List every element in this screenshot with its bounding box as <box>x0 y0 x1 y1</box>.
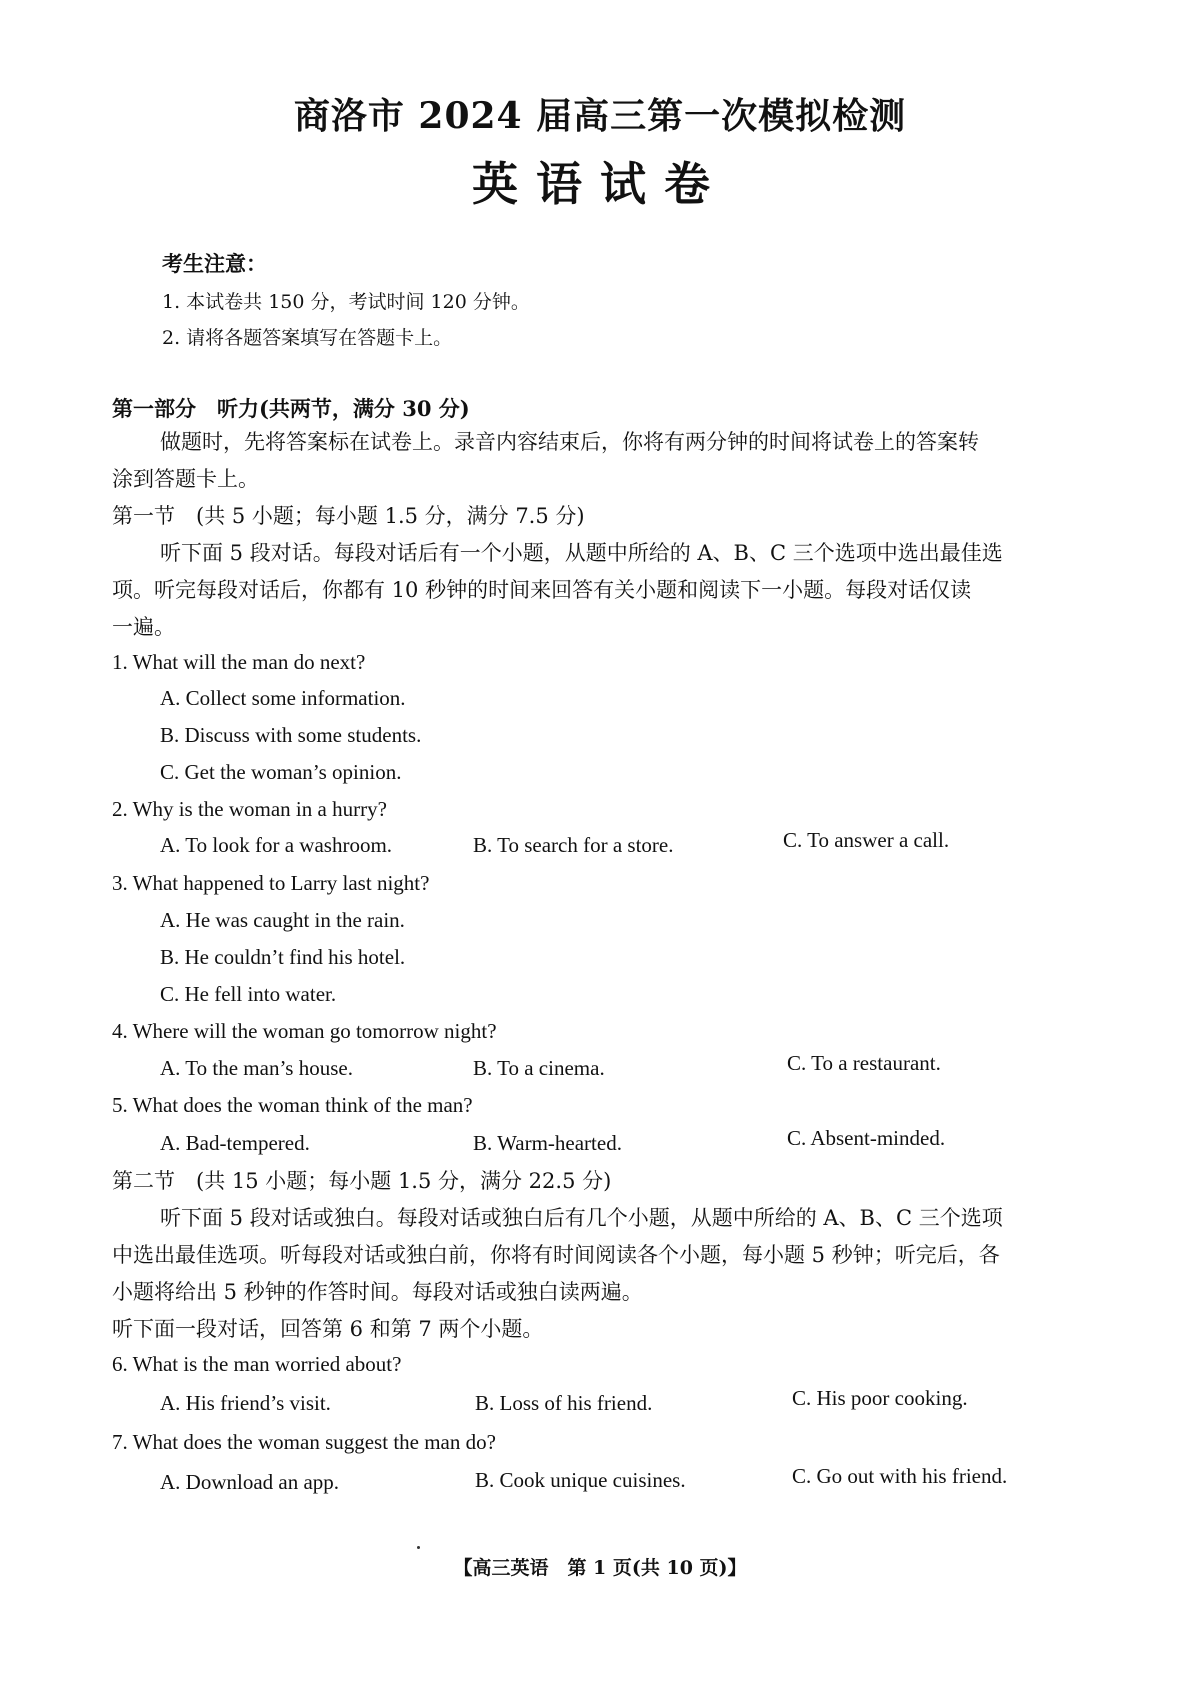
answer-option: B. He couldn’t find his hotel. <box>160 945 406 969</box>
question-stem: 2. Why is the woman in a hurry? <box>112 797 387 821</box>
answer-option: B. Cook unique cuisines. <box>475 1468 686 1492</box>
question-stem: 6. What is the man worried about? <box>112 1352 402 1376</box>
section1-instructions: 一遍。 <box>112 615 175 639</box>
section2-instructions: 听下面 5 段对话或独白。每段对话或独白后有几个小题，从题中所给的 A、B、C 三个选项 <box>160 1206 1003 1230</box>
answer-option: A. His friend’s visit. <box>160 1391 331 1415</box>
notice-heading: 考生注意： <box>162 251 267 276</box>
answer-option: B. Loss of his friend. <box>475 1391 653 1415</box>
answer-option: C. To answer a call. <box>783 828 950 852</box>
part1-intro: 涂到答题卡上。 <box>112 467 259 491</box>
notice-item: 1. 本试卷共 150 分，考试时间 120 分钟。 <box>162 291 530 313</box>
part1-intro: 做题时，先将答案标在试卷上。录音内容结束后，你将有两分钟的时间将试卷上的答案转 <box>160 430 979 454</box>
question-stem: 5. What does the woman think of the man? <box>112 1093 473 1117</box>
section2-instructions: 中选出最佳选项。听每段对话或独白前，你将有时间阅读各个小题，每小题 5 秒钟；听完后，各 <box>112 1243 1000 1267</box>
page-footer: 【高三英语 第 1 页(共 10 页)】 <box>453 1557 747 1579</box>
question-stem: 1. What will the man do next? <box>112 650 366 674</box>
answer-option: A. Bad-tempered. <box>160 1131 310 1155</box>
answer-option: C. Absent-minded. <box>787 1126 946 1150</box>
answer-option: B. Warm-hearted. <box>473 1131 622 1155</box>
part1-heading: 第一部分 听力(共两节，满分 30 分) <box>112 396 470 421</box>
answer-option: B. Discuss with some students. <box>160 723 422 747</box>
section1-instructions: 听下面 5 段对话。每段对话后有一个小题，从题中所给的 A、B、C 三个选项中选出最佳选 <box>160 541 1003 565</box>
answer-option: B. To search for a store. <box>473 833 674 857</box>
answer-option: A. He was caught in the rain. <box>160 908 405 932</box>
answer-option: A. To look for a washroom. <box>160 833 393 857</box>
exam-subject-title: 英语试卷 <box>472 157 728 211</box>
scan-speck <box>417 1546 420 1549</box>
answer-option: A. To the man’s house. <box>160 1056 353 1080</box>
answer-option: C. To a restaurant. <box>787 1051 941 1075</box>
answer-option: A. Download an app. <box>160 1470 340 1494</box>
section1-heading: 第一节 (共 5 小题；每小题 1.5 分，满分 7.5 分) <box>112 504 585 528</box>
question-stem: 7. What does the woman suggest the man do? <box>112 1430 496 1454</box>
answer-option: B. To a cinema. <box>473 1056 605 1080</box>
section1-instructions: 项。听完每段对话后，你都有 10 秒钟的时间来回答有关小题和阅读下一小题。每段对话仅读 <box>112 578 972 602</box>
answer-option: C. He fell into water. <box>160 982 337 1006</box>
answer-option: C. Get the woman’s opinion. <box>160 760 402 784</box>
answer-option: A. Collect some information. <box>160 686 406 710</box>
notice-item: 2. 请将各题答案填写在答题卡上。 <box>162 327 453 349</box>
section2-instructions: 小题将给出 5 秒钟的作答时间。每段对话或独白读两遍。 <box>112 1280 643 1304</box>
section2-heading: 第二节 (共 15 小题；每小题 1.5 分，满分 22.5 分) <box>112 1169 612 1193</box>
dialog-note: 听下面一段对话，回答第 6 和第 7 两个小题。 <box>112 1317 544 1341</box>
answer-option: C. Go out with his friend. <box>792 1464 1008 1488</box>
question-stem: 3. What happened to Larry last night? <box>112 871 430 895</box>
answer-option: C. His poor cooking. <box>792 1386 968 1410</box>
exam-title: 商洛市 2024 届高三第一次模拟检测 <box>293 95 907 137</box>
question-stem: 4. Where will the woman go tomorrow night? <box>112 1019 497 1043</box>
